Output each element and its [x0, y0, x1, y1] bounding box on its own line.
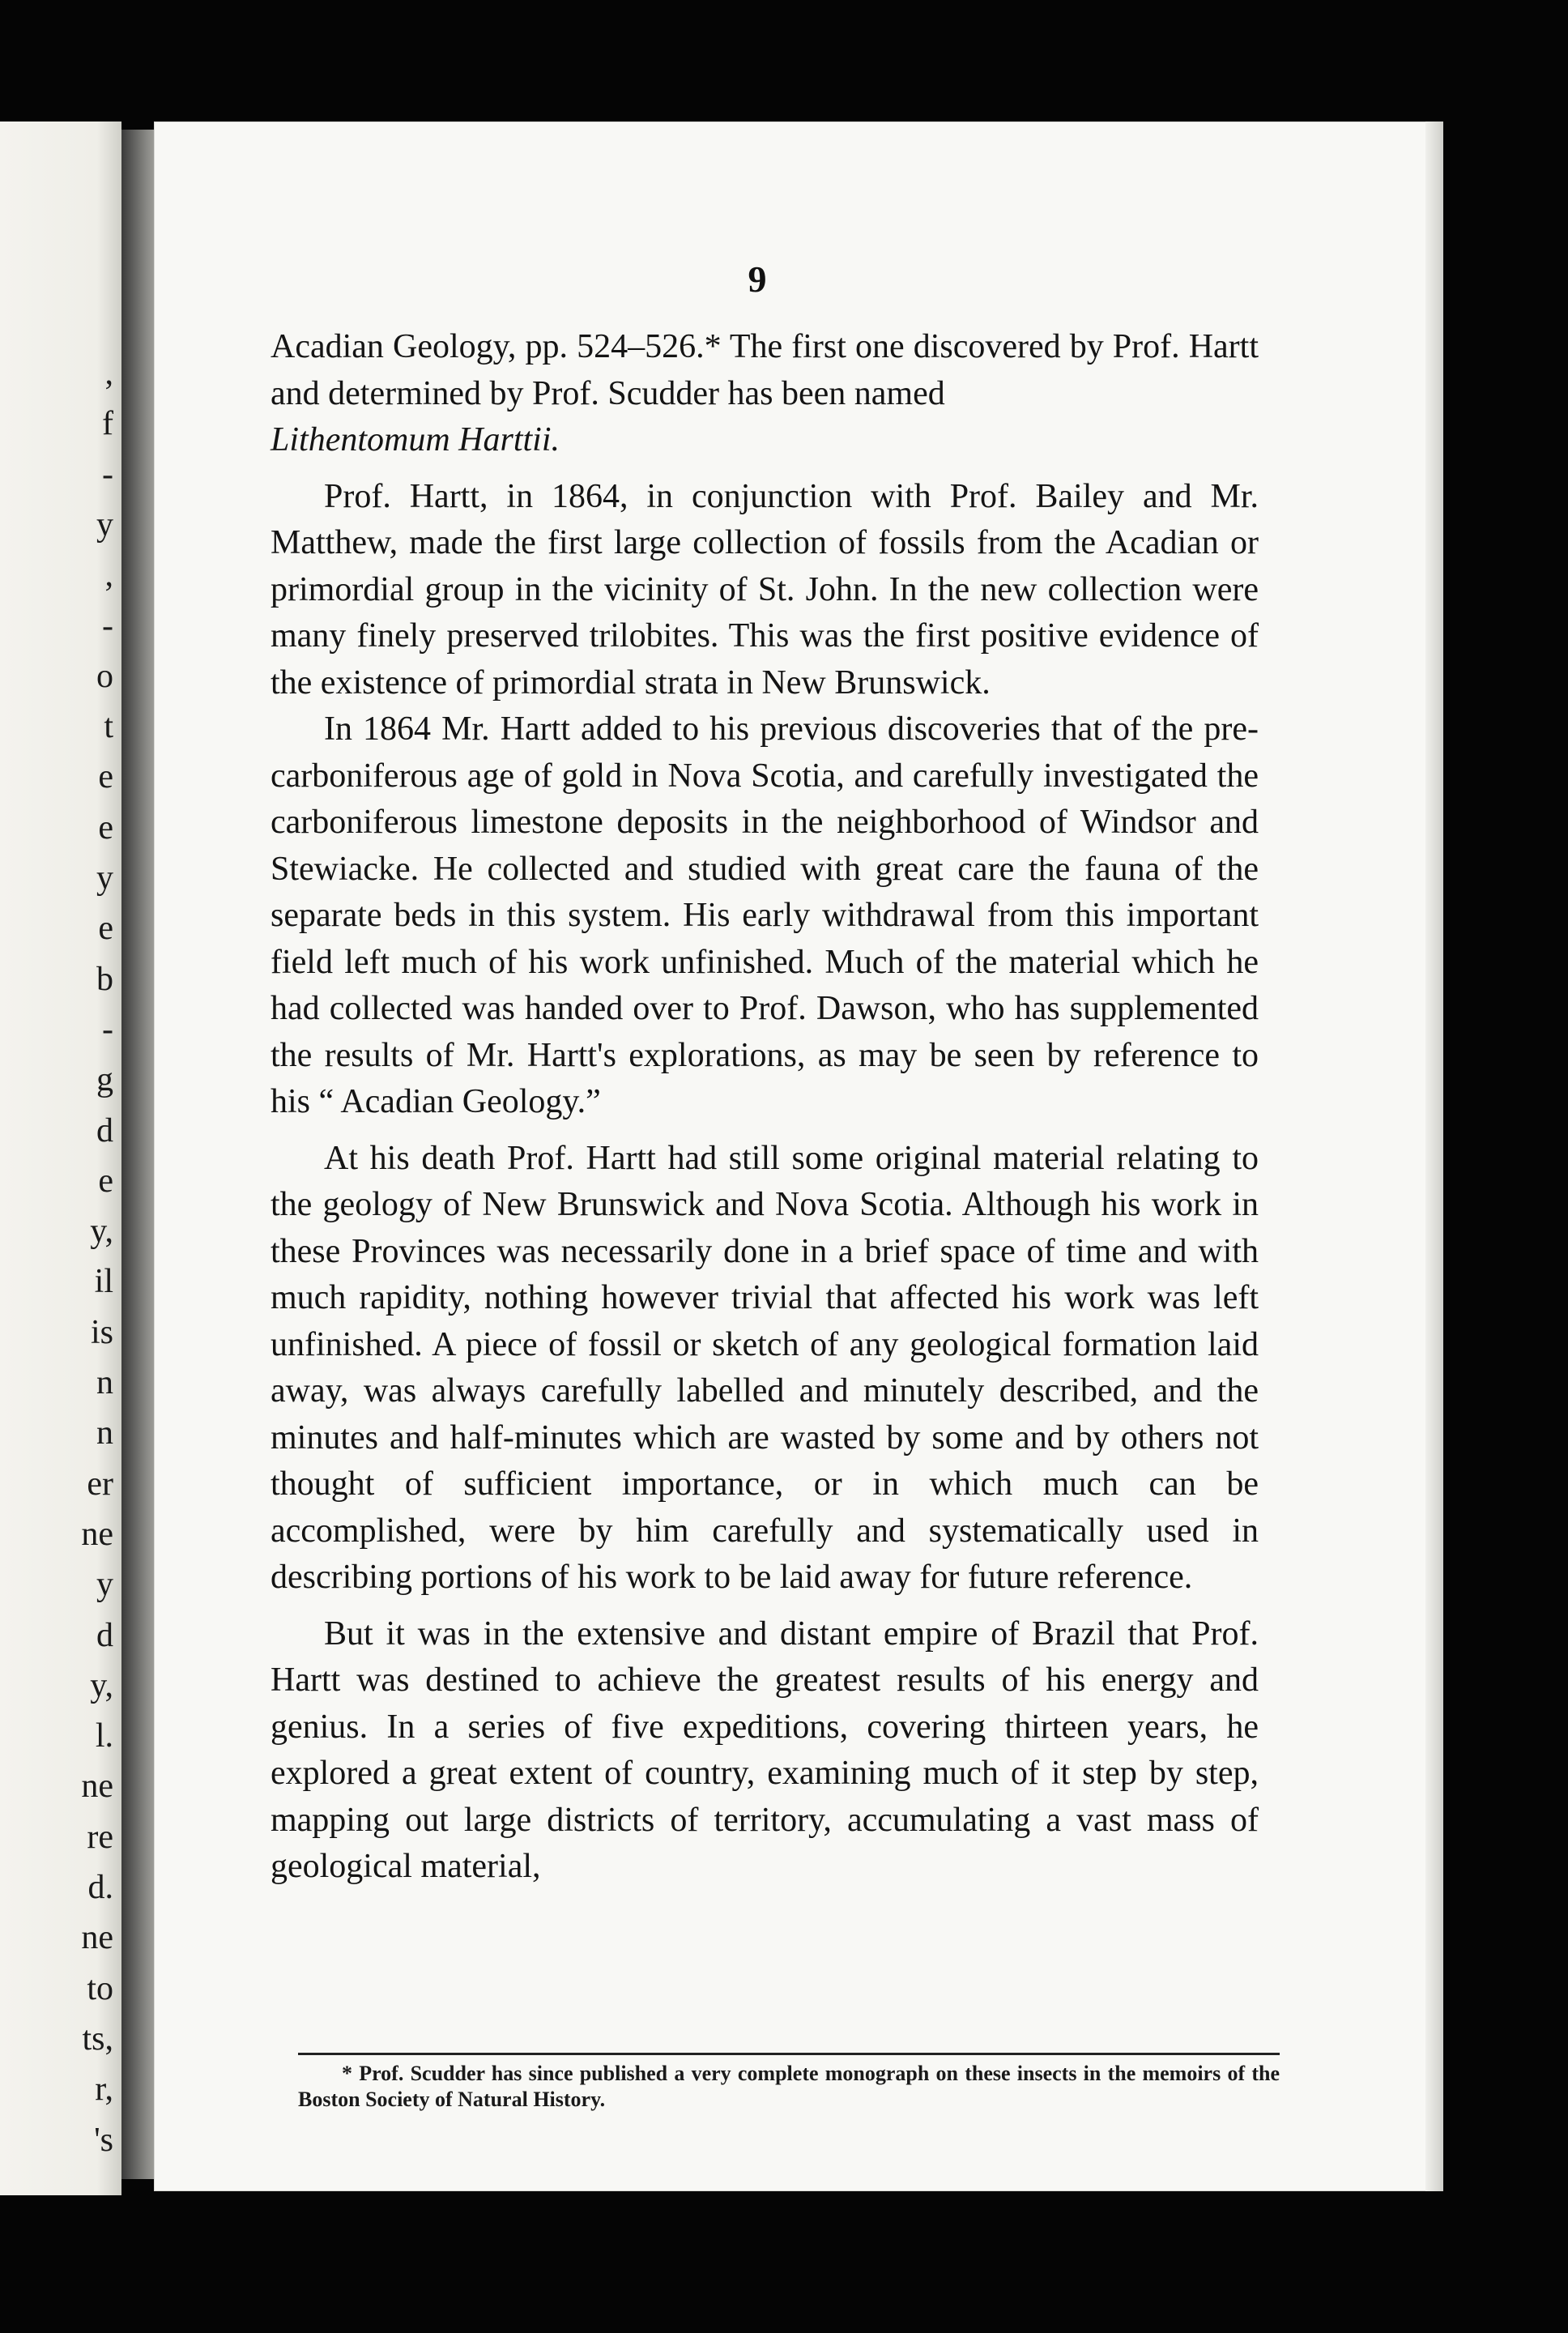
paragraph-4: At his death Prof. Hartt had still some original material relating to the geology of New Brunswick and Nova Scotia. Although his work in these Provinces was necessarily done in a brief space of time and with much rapidity, nothing however trivial that affected his work was left unfinished. A piece of fossil or sketch of any geological formation laid away, was always carefully labelled and minutely described, and the minutes and half-minutes which are wasted by some and by others not thought of sufficient importance, or in which much can be accomplished, were by him carefully and systematically used in describing portions of his work to be laid away for future reference. [271, 1139, 1259, 1596]
paragraph-5: But it was in the extensive and distant empire of Brazil that Prof. Hartt was destined to achieve the greatest results of his energy and genius. In a series of five expeditions, covering thirteen years, he explored a great extent of country, examining much of it step by step, mapping out large districts of territory, accumulating a vast mass of geological material, [271, 1614, 1259, 1885]
facing-page-line-end: - [102, 1010, 113, 1048]
facing-page-line-end: , [104, 557, 113, 595]
facing-page-line-end: y, [90, 1666, 113, 1704]
facing-page-line-end: y [96, 1566, 113, 1604]
facing-page-line-end: y, [90, 1213, 113, 1251]
page-right-edge [1425, 122, 1443, 2191]
species-name: Lithentomum Harttii. [271, 421, 560, 458]
facing-page-line-end: d. [87, 1869, 113, 1906]
footnote-rule [298, 2053, 1280, 2055]
facing-page-line-end: o [96, 657, 113, 695]
facing-page-line-end: d [96, 1616, 113, 1654]
body-text [271, 324, 1259, 1891]
facing-page-line-end: r, [95, 2071, 113, 2109]
facing-page-line-end: n [96, 1414, 113, 1452]
facing-page-line-end: - [102, 607, 113, 645]
facing-page-line-end: ne [81, 1515, 113, 1553]
facing-page-line-end: er [87, 1465, 113, 1503]
facing-page-line-end: f [102, 405, 113, 443]
facing-page-line-end: to [87, 1969, 113, 2007]
facing-page-line-end: e [98, 910, 113, 948]
paragraph-3: In 1864 Mr. Hartt added to his previous discoveries that of the pre-carboniferous age of gold in Nova Scotia, and carefully investigated the carboniferous limestone deposits in the neighborhood of Windsor and Stewiacke. He collected and studied with great care the fauna of the separate beds in this system. His early withdrawal from this important field left much of his work unfinished. Much of the material which he had collected was handed over to Prof. Dawson, who has supplemented the results of Mr. Hartt's explorations, as may be seen by reference to his “ Acadian Geology.” [271, 710, 1259, 1120]
facing-page-line-end: - [102, 455, 113, 493]
facing-page-line-end: y [96, 859, 113, 897]
footnote-text: * Prof. Scudder has since published a very complete monograph on these insects in the memoirs of the Boston Society of Natural History. [298, 2062, 1280, 2111]
facing-page-line-end: is [90, 1313, 113, 1351]
facing-page-line-end: b [96, 960, 113, 998]
facing-page-edge [0, 122, 121, 2195]
facing-page-line-end: t [104, 708, 113, 746]
facing-page-line-end: e [98, 758, 113, 796]
facing-page-line-end: ne [81, 1768, 113, 1806]
facing-page-line-end: g [96, 1061, 113, 1099]
facing-page-line-end: re [87, 1818, 113, 1856]
paragraph-1-text: Acadian Geology, pp. 524–526.* The first one discovered by Prof. Hartt and determined by Prof. Scudder has been named [271, 328, 1259, 412]
facing-page-line-end: ts, [82, 2020, 113, 2058]
facing-page-line-end: 's [94, 2121, 113, 2159]
facing-page-line-end: y [96, 505, 113, 544]
facing-page-line-end: l. [95, 1717, 113, 1755]
facing-page-line-end: il [94, 1263, 113, 1301]
page-number: 9 [748, 258, 767, 300]
footnote [298, 2061, 1280, 2113]
facing-page-line-end: e [98, 808, 113, 847]
facing-page-line-end: d [96, 1111, 113, 1149]
facing-page-line-end: n [96, 1364, 113, 1401]
facing-page-line-end: ne [81, 1919, 113, 1957]
paragraph-2: Prof. Hartt, in 1864, in conjunction with Prof. Bailey and Mr. Matthew, made the first large collection of fossils from the Acadian or primordial group in the vicinity of St. John. In the new collection were many finely preserved trilobites. This was the first positive evidence of the existence of primordial strata in New Brunswick. [271, 477, 1259, 702]
paragraph-1 [271, 324, 1259, 464]
facing-page-line-end: , [104, 355, 113, 392]
facing-page-line-end: e [98, 1162, 113, 1200]
